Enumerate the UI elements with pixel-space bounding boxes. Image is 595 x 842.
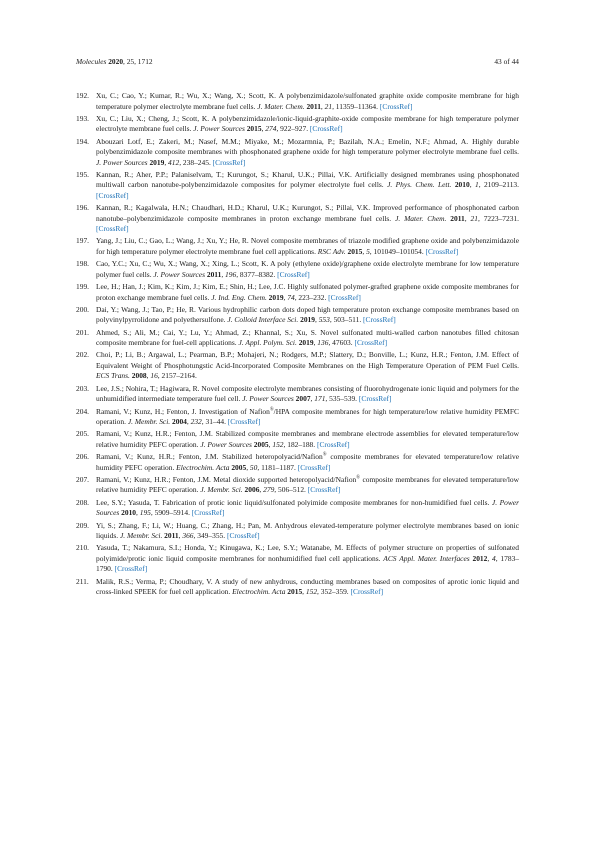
ref-text: , <box>221 269 226 279</box>
ref-year: 2007 <box>295 394 311 404</box>
reference-item <box>76 170 519 202</box>
ref-year: 2011 <box>206 269 222 279</box>
ref-text: , 535–539. <box>325 394 359 404</box>
reference-number: 209. <box>76 520 90 530</box>
ref-year: 2015 <box>347 246 363 256</box>
ref-text: , 2157–2164. <box>157 371 197 381</box>
ref-journal-or-volume: Electrochim. Acta <box>176 462 230 472</box>
crossref-link[interactable]: [CrossRef] <box>227 417 261 427</box>
reference-number: 196. <box>76 203 90 213</box>
ref-text: , <box>178 531 183 541</box>
reference-number: 203. <box>76 383 90 393</box>
journal-volume-article: , 25, 1712 <box>123 57 153 66</box>
ref-text: Xu, C.; Liu, X.; Cheng, J.; Scott, K. A polybenzimidazole/ionic-liquid-graphite-oxide composite membrane for high temperature polymer electrolyte membrane fuel cells. <box>96 113 519 134</box>
ref-journal-or-volume: 366 <box>182 531 194 541</box>
ref-journal-or-volume: RSC Adv. <box>317 246 346 256</box>
reference-item <box>76 543 519 575</box>
ref-journal-or-volume: 279 <box>263 485 275 495</box>
ref-year: 2004 <box>172 417 187 427</box>
journal-year: 2020 <box>108 57 124 66</box>
ref-journal-or-volume: 5 <box>366 246 370 256</box>
ref-text: , <box>362 246 367 256</box>
reference-item <box>76 91 519 112</box>
ref-text: , 503–511. <box>329 315 364 325</box>
ref-text: , 182–188. <box>283 439 317 449</box>
ref-text: , <box>261 124 266 134</box>
ref-text: , <box>464 213 471 223</box>
ref-journal-or-volume: 4 <box>492 553 496 563</box>
ref-year: 2015 <box>287 587 303 597</box>
ref-journal-or-volume: J. Power Sources <box>96 157 148 167</box>
ref-text: , 238–245. <box>179 157 213 167</box>
reference-number: 207. <box>76 474 90 484</box>
reference-number: 201. <box>76 327 90 337</box>
crossref-link[interactable]: [CrossRef] <box>358 394 392 404</box>
page-number: 43 of 44 <box>494 57 519 66</box>
reference-number: 208. <box>76 497 90 507</box>
ref-text: Malik, R.S.; Verma, P.; Choudhary, V. A study of new anhydrous, conducting membranes based on composites of aprotic ionic liquid and cross-linked SPEEK for fuel cell application. <box>96 576 519 597</box>
crossref-link[interactable]: [CrossRef] <box>316 439 350 449</box>
ref-year: 2019 <box>298 338 314 348</box>
ref-year: 2019 <box>268 292 284 302</box>
reference-item <box>76 203 519 235</box>
ref-journal-or-volume: 171 <box>314 394 326 404</box>
ref-journal-or-volume: 232 <box>190 417 202 427</box>
ref-journal-or-volume: 16 <box>150 371 158 381</box>
ref-text: , 1181–1187. <box>257 462 298 472</box>
ref-text: Choi, P.; Li, B.; Argawal, L.; Pearman, B.P.; Mohajeri, N.; Rodgers, M.P.; Slattery, D.; Bonville, L.; Kunz, H.R.; Fenton, J.M. Effect of Equivalent Weight of Phosphotungstic Acid-Incorporated Composite Membranes on the High Temperature Operation of PEM Fuel Cells. <box>96 350 519 370</box>
ref-journal-or-volume: 274 <box>265 124 277 134</box>
ref-text: , 2109–2113. <box>478 180 520 190</box>
ref-journal-or-volume: Electrochim. Acta <box>232 587 286 597</box>
reference-number: 194. <box>76 136 90 146</box>
ref-text: Cao, Y.C.; Xu, C.; Wu, X.; Wang, X.; Xing, L.; Scott, K. A poly (ethylene oxide)/graphene oxide electrolyte membrane for low temperature polymer fuel cells. <box>96 259 519 279</box>
ref-year: 2011 <box>450 213 465 223</box>
ref-text: , 7223–7231. <box>477 213 520 223</box>
ref-text: , <box>164 157 169 167</box>
ref-text: , 1783–1790. <box>96 553 520 574</box>
ref-text: , <box>469 180 475 190</box>
ref-journal-or-volume: J. Colloid Interface Sci. <box>227 315 299 325</box>
crossref-link[interactable]: [CrossRef] <box>297 462 331 472</box>
ref-journal-or-volume: J. Mater. Chem. <box>257 101 305 111</box>
ref-journal-or-volume: J. Appl. Polym. Sci. <box>238 338 297 348</box>
ref-year: 2011 <box>164 531 179 541</box>
reference-item <box>76 137 519 169</box>
ref-journal-or-volume: J. Mater. Chem. <box>395 213 447 223</box>
reference-item <box>76 114 519 135</box>
ref-journal-or-volume: J. Power Sources <box>193 124 245 134</box>
reference-number: 199. <box>76 282 90 292</box>
reference-item <box>76 236 519 257</box>
ref-journal-or-volume: J. Membr. Sci. <box>200 485 243 495</box>
journal-citation <box>76 57 153 66</box>
ref-text: , <box>146 371 151 381</box>
ref-text: Abouzari Lotf, E.; Zakeri, M.; Nasef, M.M.; Miyake, M.; Mozarmnia, P.; Bazilah, N.A.; Emelin, N.F.; Ahmad, A. Highly durable polybenzimidazole composite membranes with phosphonated graphene oxide for high temperature polymer electrolyte membrane fuel cells. <box>96 136 519 157</box>
reference-number: 193. <box>76 113 90 123</box>
crossref-link[interactable]: [CrossRef] <box>277 269 310 279</box>
ref-text: , 506–512. <box>274 485 308 495</box>
registered-mark: ® <box>322 452 327 458</box>
ref-journal-or-volume: 21 <box>324 101 333 111</box>
reference-item <box>76 521 519 542</box>
ref-journal-or-volume: J. Phys. Chem. Lett. <box>387 180 452 190</box>
crossref-link[interactable]: [CrossRef] <box>350 587 384 597</box>
ref-text: , <box>259 485 264 495</box>
ref-journal-or-volume: 50 <box>249 462 258 472</box>
reference-number: 206. <box>76 452 90 462</box>
reference-number: 204. <box>76 406 90 416</box>
reference-item <box>76 429 519 450</box>
ref-text: , 349–355. <box>193 531 227 541</box>
reference-item <box>76 350 519 382</box>
ref-text: Ramani, V.; Kunz, H.R.; Fenton, J.M. Stabilized composite membranes and membrane electrode assemblies for elevated temperature/low relative humidity PEFC operation. <box>96 429 519 449</box>
reference-item <box>76 384 519 405</box>
ref-year: 2006 <box>244 485 260 495</box>
ref-text: , <box>302 587 306 597</box>
ref-journal-or-volume: 195 <box>139 508 151 518</box>
ref-year: 2008 <box>131 371 147 381</box>
ref-text: composite membranes for elevated temperature/low relative humidity PEFC operation. <box>96 474 519 495</box>
ref-text: Kannan, R.; Aher, P.P.; Palaniselvam, T.; Kurungot, S.; Kharul, U.K.; Pillai, V.K. Artificially designed membranes using phosphonated multiwall carbon nanotube-polybenzimidazole composites for polymer electrolyte fuel cells. <box>96 169 519 190</box>
ref-journal-or-volume: J. Membr. Sci. <box>119 531 163 541</box>
ref-year: 2005 <box>253 439 269 449</box>
ref-text: Yi, S.; Zhang, F.; Li, W.; Huang, C.; Zhang, H.; Pan, M. Anhydrous elevated-temperature polymer electrolyte membranes based on ionic liquids. <box>96 520 519 541</box>
ref-text: , <box>268 439 273 449</box>
reference-number: 192. <box>76 91 90 100</box>
ref-text: , 101049–101054. <box>369 246 426 256</box>
ref-year: 2005 <box>231 462 247 472</box>
ref-journal-or-volume: 1 <box>474 180 479 190</box>
crossref-link[interactable]: [CrossRef] <box>379 101 413 111</box>
ref-year: 2015 <box>246 124 262 134</box>
reference-item <box>76 498 519 519</box>
crossref-link[interactable]: [CrossRef] <box>114 564 148 574</box>
ref-text: Lee, S.Y.; Yasuda, T. Fabrication of protic ionic liquid/sulfonated polyimide composite membranes for non-humidified fuel cells. <box>96 497 492 507</box>
crossref-link[interactable]: [CrossRef] <box>191 508 225 518</box>
ref-journal-or-volume: ACS Appl. Mater. Interfaces <box>383 553 470 563</box>
crossref-link[interactable]: [CrossRef] <box>96 224 129 234</box>
ref-journal-or-volume: 412 <box>168 157 180 167</box>
ref-journal-or-volume: J. Power Sources <box>200 439 252 449</box>
ref-text: , <box>314 315 319 325</box>
ref-text: Ramani, V.; Kunz, H.; Fenton, J. Investigation of Nafion <box>96 406 270 416</box>
ref-text: Ramani, V.; Kunz, H.R.; Fenton, J.M. Metal dioxide supported heteropolyacid/Nafion <box>96 474 357 484</box>
ref-text: , <box>313 338 318 348</box>
crossref-link[interactable]: [CrossRef] <box>328 292 361 302</box>
crossref-link[interactable]: [CrossRef] <box>354 338 388 348</box>
reference-number: 202. <box>76 350 90 360</box>
reference-number: 195. <box>76 169 90 179</box>
ref-text: , 922–927. <box>276 124 310 134</box>
ref-journal-or-volume: 553 <box>318 315 330 325</box>
ref-text: , <box>186 417 191 427</box>
reference-number: 198. <box>76 259 90 269</box>
ref-year: 2019 <box>149 157 165 167</box>
crossref-link[interactable]: [CrossRef] <box>307 485 341 495</box>
ref-journal-or-volume: 152 <box>305 587 318 597</box>
ref-text: , <box>320 101 325 111</box>
reference-list <box>76 91 519 599</box>
ref-text: , 5909–5914. <box>150 508 192 518</box>
ref-text: , <box>487 553 493 563</box>
ref-journal-or-volume: ECS Trans. <box>96 371 130 381</box>
reference-item <box>76 452 519 473</box>
ref-text: Ahmed, S.; Ali, M.; Cai, Y.; Lu, Y.; Ahmad, Z.; Khannal, S.; Xu, S. Novel sulfonated multi-walled carbon nanotubes filled chitosan composite membrane for fuel-cell applications. <box>96 327 519 348</box>
reference-number: 211. <box>76 576 89 586</box>
ref-text: Lee, H.; Han, J.; Kim, K.; Kim, J.; Kim, E.; Shin, H.; Lee, J.C. Highly sulfonated polymer-grafted graphene oxide composite membranes for proton exchange membrane fuel cells. <box>96 282 519 302</box>
crossref-link[interactable]: [CrossRef] <box>212 157 246 167</box>
ref-year: 2019 <box>300 315 315 325</box>
reference-item <box>76 577 519 598</box>
reference-item <box>76 259 519 280</box>
crossref-link[interactable]: [CrossRef] <box>425 246 459 256</box>
ref-text: , 8377–8382. <box>236 269 278 279</box>
ref-text: , 47603. <box>328 338 355 348</box>
crossref-link[interactable]: [CrossRef] <box>363 315 396 325</box>
reference-number: 205. <box>76 429 90 439</box>
ref-text: Kannan, R.; Kagalwala, H.N.; Chaudhari, H.D.; Kharul, U.K.; Kurungot, S.; Pillai, V.K. Improved performance of phosphonated carbon nanotube–polybenzimidazole composite membranes in proton exchange membrane fuel cells. <box>96 203 519 223</box>
ref-text: composite membranes for elevated temperature/low relative humidity PEFC operation. <box>96 452 519 472</box>
ref-text: , 223–232. <box>294 292 329 302</box>
ref-journal-or-volume: 196 <box>225 269 237 279</box>
ref-text: Lee, J.S.; Nohira, T.; Hagiwara, R. Novel composite electrolyte membranes consisting of fluorohydrogenate ionic liquid and polymers for the unhumidified intermediate temperature fuel cell. <box>96 383 519 404</box>
ref-journal-or-volume: 152 <box>272 439 284 449</box>
reference-number: 200. <box>76 304 90 314</box>
reference-item <box>76 282 519 303</box>
reference-number: 210. <box>76 543 90 553</box>
ref-text: , 31–44. <box>201 417 228 427</box>
reference-number: 197. <box>76 236 90 246</box>
crossref-link[interactable]: [CrossRef] <box>226 531 260 541</box>
ref-journal-or-volume: J. Power Sources <box>242 394 294 404</box>
ref-year: 2012 <box>472 553 488 563</box>
ref-journal-or-volume: 74 <box>287 292 295 302</box>
ref-journal-or-volume: J. Ind. Eng. Chem. <box>211 292 267 302</box>
ref-text: Yang, J.; Liu, C.; Gao, L.; Wang, J.; Xu, Y.; He, R. Novel composite membranes of triazole modified graphene oxide and polybenzimidazole for high temperature polymer electrolyte membrane fuel cell applications. <box>96 236 519 256</box>
ref-year: 2010 <box>121 508 137 518</box>
ref-text: Ramani, V.; Kunz, H.R.; Fenton, J.M. Stabilized heteropolyacid/Nafion <box>96 452 323 462</box>
ref-text: Yasuda, T.; Nakamura, S.I.; Honda, Y.; Kinugawa, K.; Lee, S.Y.; Watanabe, M. Effects of polymer structure on properties of sulfonated polyimide/protic ionic liquid composite membranes for nonhumidified fuel cell applications. <box>96 543 519 563</box>
ref-text: , <box>246 462 250 472</box>
ref-text: , 11359–11364. <box>332 101 380 111</box>
ref-journal-or-volume: 21 <box>470 213 478 223</box>
ref-journal-or-volume: 136 <box>317 338 329 348</box>
reference-item <box>76 407 519 428</box>
ref-year: 2011 <box>306 101 321 111</box>
running-header <box>76 57 519 66</box>
ref-journal-or-volume: J. Membr. Sci. <box>127 417 171 427</box>
ref-text: , 352–359. <box>317 587 351 597</box>
ref-text: , <box>310 394 315 404</box>
reference-item <box>76 305 519 326</box>
ref-journal-or-volume: J. Power Sources <box>153 269 205 279</box>
ref-text: /HPA composite membranes for high temperature/low relative humidity PEMFC operation. <box>96 406 519 427</box>
ref-text: , <box>283 292 288 302</box>
reference-item <box>76 328 519 349</box>
crossref-link[interactable]: [CrossRef] <box>309 124 343 134</box>
ref-year: 2010 <box>454 180 470 190</box>
ref-text: Dai, Y.; Wang, J.; Tao, P.; He, R. Various hydrophilic carbon dots doped high temperature proton exchange composite membranes based on polyvinylpyrrolidone and polyethersulfone. <box>96 304 519 325</box>
registered-mark: ® <box>269 407 274 413</box>
reference-item <box>76 475 519 496</box>
ref-text: , <box>136 508 140 518</box>
crossref-link[interactable]: [CrossRef] <box>96 190 129 200</box>
ref-journal-or-volume: J. Power Sources <box>96 497 519 518</box>
registered-mark: ® <box>356 475 361 481</box>
journal-name: Molecules <box>76 57 107 66</box>
ref-text: Xu, C.; Cao, Y.; Kumar, R.; Wu, X.; Wang, X.; Scott, K. A polybenzimidazole/sulfonated graphite oxide composite membrane for high temperature polymer electrolyte membrane fuel cells. <box>96 91 519 111</box>
